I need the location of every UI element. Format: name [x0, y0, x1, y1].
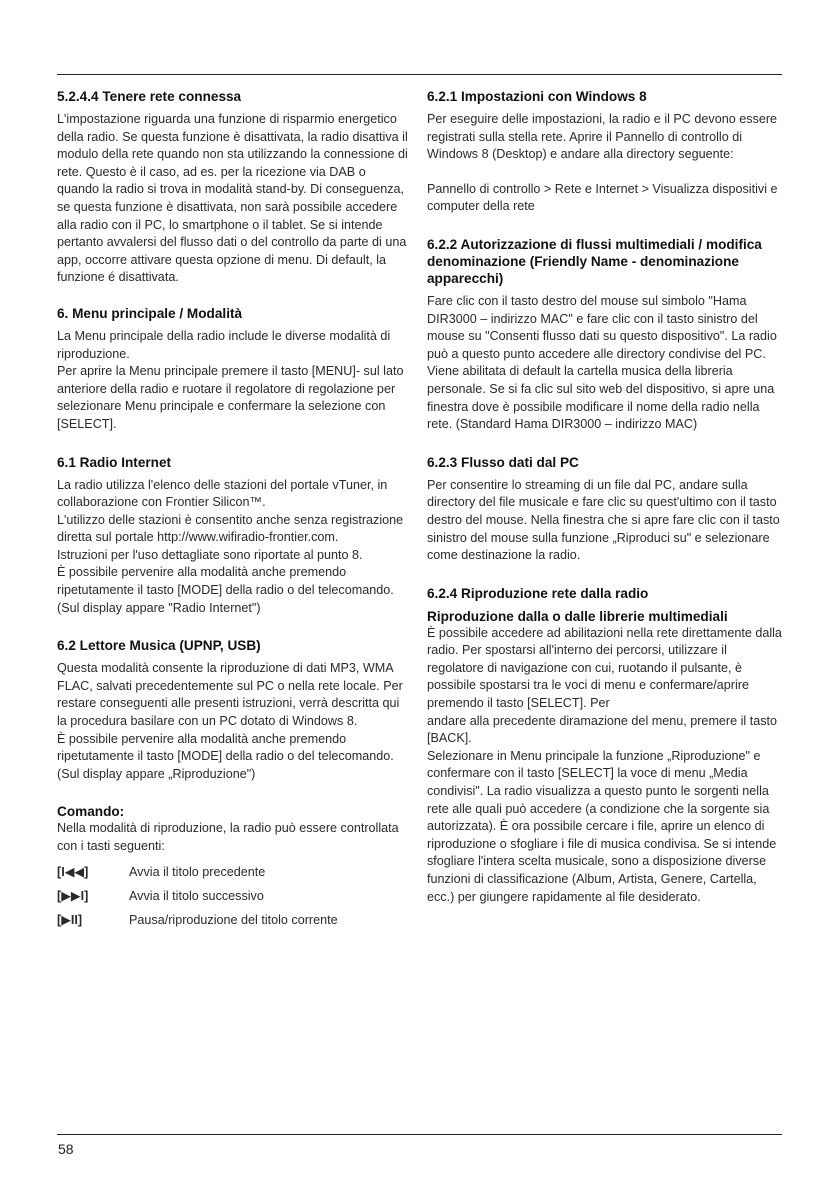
- command-row-next: [57, 884, 409, 908]
- section-heading-6-2: 6.2 Lettore Musica (UPNP, USB): [57, 638, 261, 654]
- section-6-2-2-body: Fare clic con il tasto destro del mouse sul simbolo "Hama DIR3000 – indirizzo MAC" e fare clic con il tasto sinistro del mouse su "Consenti flusso dati su questo dispositivo". La radio può a questo punto accedere alle directory condivise del PC. Viene abilitata di default la cartella musica della libreria personale. Se si fa clic sul sito web del dispositivo, si apre una finestra dove è possibile modificare il nome della radio nella rete. (Standard Hama DIR3000 – indirizzo MAC): [427, 293, 777, 432]
- section-heading-6-1: 6.1 Radio Internet: [57, 454, 172, 470]
- section-6-2-4-paragraph-1: È possibile accedere ad abilitazioni nella rete direttamente dalla radio. Per spostarsi all'interno dei percorsi, utilizzare il regolatore di navigazione con cui, ruotando il pulsante, è possibile spostarsi tra le voci di menu e confermare/aprire premendo il tasto [SELECT]. Per: [427, 625, 782, 711]
- page-number: 58: [58, 1141, 74, 1157]
- right-column: [427, 88, 783, 906]
- section-body-5-2-4-4: L'impostazione riguarda una funzione di risparmio energetico della radio. Se questa funzione è disattivata, la radio disattiva il modulo della rete quando non sta utilizzando la connessione di rete. Questo è il caso, ad es. per la ricezione via DAB o quando la radio si trova in modalità stand-by. Di conseguenza, se questa funzione è disattivata, non sarà possibile accedere alla radio con il PC, lo smartphone o il tablet. Se si intende pertanto avvalersi del flusso dati o del controllo da parte di una app, occorre attivare questa opzione di menu. Di default, la funzione é disattivata.: [57, 112, 408, 285]
- section-heading-6-2-4: 6.2.4 Riproduzione rete dalla radio: [427, 585, 649, 601]
- section-6-2-paragraph-2: È possibile pervenire alla modalità anche premendo ripetutamente il tasto [MODE] della radio o del telecomando. (Sul display appare „Riproduzione"): [57, 731, 394, 781]
- section-6-2-1-path: Pannello di controllo > Rete e Internet > Visualizza dispositivi e computer della rete: [427, 181, 778, 214]
- section-heading-6-2-1: 6.2.1 Impostazioni con Windows 8: [427, 89, 647, 104]
- section-6-2-paragraph-1: Questa modalità consente la riproduzione di dati MP3, WMA FLAC, salvati precedentemente sul PC o nella rete locale. Per restare conseguenti alle presenti istruzioni, verrà descritta qui la procedura basilare con un PC dotato di Windows 8.: [57, 661, 403, 729]
- section-heading-6-2-3: 6.2.3 Flusso dati dal PC: [427, 454, 579, 470]
- section-heading-5-2-4-4: 5.2.4.4 Tenere rete connessa: [57, 89, 242, 104]
- section-heading-6-2-2: 6.2.2 Autorizzazione di flussi multimediali / modifica denominazione (Friendly Name - denominazione apparecchi): [427, 236, 762, 286]
- command-desc: Pausa/riproduzione del titolo corrente: [129, 912, 338, 927]
- section-6-1-paragraph-3: Istruzioni per l'uso dettagliate sono riportate al punto 8.: [57, 547, 363, 562]
- command-desc: Avvia il titolo precedente: [129, 864, 266, 879]
- section-6-2-1-paragraph-1: Per eseguire delle impostazioni, la radio e il PC devono essere registrati sulla stella rete. Aprire il Pannello di controllo di Windows 8 (Desktop) e andare alla directory seguente:: [427, 112, 778, 162]
- section-6-paragraph-2: Per aprire la Menu principale premere il tasto [MENU]- sul lato anteriore della radio e ruotare il regolatore di regolazione per selezionare Menu principale e confermare la selezione con [SELECT].: [57, 364, 404, 431]
- comando-intro: Nella modalità di riproduzione, la radio può essere controllata con i tasti seguenti:: [57, 821, 399, 853]
- section-6-2-4-subheading: Riproduzione dalla o dalle librerie multimediali: [427, 608, 728, 624]
- section-6-1-paragraph-1: La radio utilizza l'elenco delle stazioni del portale vTuner, in collaborazione con Frontier Silicon™.: [57, 477, 388, 510]
- section-6-2-4-paragraph-3: Selezionare in Menu principale la funzione „Riproduzione" e confermare con il tasto [SELECT] la voce di menu „Media condivisi". La radio visualizza a questo punto le sorgenti nella rete alle quali può accedere (a condizione che la sorgente sia autorizzata). È ora possibile cercare i file, aprire un elenco di riproduzione o sfogliare i file di musica condivisa. Se si intende sfogliare l'intera scelta musicale, sono a disposizione diverse funzioni di classificazione (Album, Artista, Genere, Cartella, ecc.) per giungere rapidamente al file desiderato.: [427, 748, 777, 904]
- section-6-1-paragraph-4: È possibile pervenire alla modalità anche premendo ripetutamente il tasto [MODE] della radio o del telecomando. (Sul display appare "Radio Internet"): [57, 565, 394, 615]
- section-6-2-4-paragraph-2: andare alla precedente diramazione del menu, premere il tasto [BACK].: [427, 713, 778, 746]
- command-row-play-pause: [57, 908, 409, 932]
- footer-rule: [57, 1134, 782, 1135]
- left-column: [57, 88, 409, 932]
- command-row-previous: [57, 860, 409, 884]
- section-heading-6: 6. Menu principale / Modalità: [57, 305, 243, 321]
- section-6-1-paragraph-2: L'utilizzo delle stazioni è consentito anche senza registrazione diretta sul portale http://www.wifiradio-frontier.com.: [57, 512, 404, 545]
- next-track-icon: [▶▶I]: [57, 888, 89, 903]
- comando-heading: Comando:: [57, 804, 125, 820]
- header-rule: [57, 74, 782, 75]
- previous-track-icon: [I◀◀]: [57, 864, 89, 879]
- command-desc: Avvia il titolo successivo: [129, 888, 264, 903]
- play-pause-icon: [▶II]: [57, 912, 83, 927]
- section-6-2-3-body: Per consentire lo streaming di un file dal PC, andare sulla directory del file musicale e fare clic su quest'ultimo con il tasto destro del mouse. Nella finestra che si apre fare clic con il tasto sinistro del mouse sulla funzione „Riproduci su" e selezionare come destinazione la radio.: [427, 477, 780, 563]
- section-6-paragraph-1: La Menu principale della radio include le diverse modalità di riproduzione.: [57, 328, 391, 361]
